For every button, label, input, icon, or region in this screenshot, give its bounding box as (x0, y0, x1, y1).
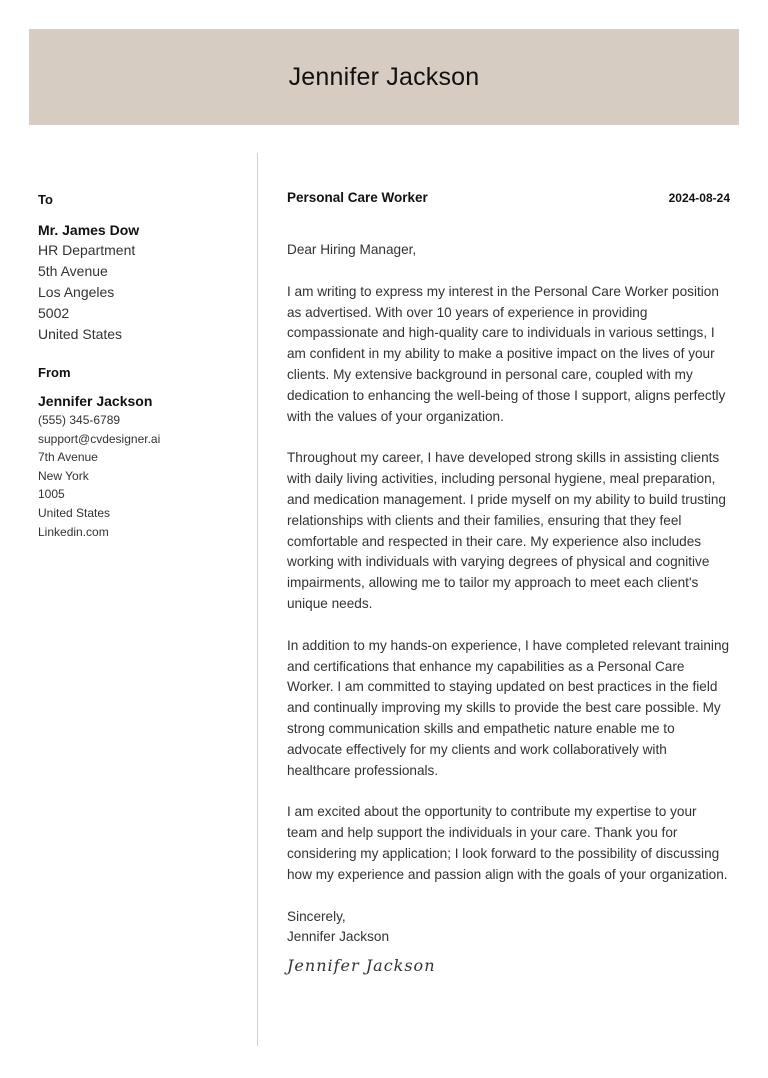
paragraph: I am writing to express my interest in the Personal Care Worker position as advertised. With over 10 years of experience in providing compassionate and high-quality care to individuals in various settings, I am confident in my ability to make a positive impact on the lives of your clients. My extensive background in personal care, coupled with my dedication to enhancing the well-being of those I support, aligns perfectly with the values of your organization. (287, 283, 726, 424)
letter-column (287, 190, 730, 975)
recipient-label: To (38, 192, 53, 207)
sender-block (38, 363, 243, 541)
sender-line: United States (38, 505, 111, 520)
recipient-name: Mr. James Dow (38, 222, 140, 238)
recipient-line: United States (38, 326, 123, 342)
sender-line: New York (38, 468, 89, 483)
recipient-block (38, 190, 243, 345)
letter-subject: Personal Care Worker (287, 190, 428, 205)
paragraph: In addition to my hands-on experience, I have completed relevant training and certifications that enhance my capabilities as a Personal Care Worker. I am committed to staying updated on best practices in the field and continually improving my skills to provide the best care possible. My strong communication skills and empathetic nature enable me to advocate effectively for my clients and work collaboratively with healthcare professionals. (287, 637, 730, 778)
recipient-line: 5th Avenue (38, 263, 108, 279)
column-divider (257, 153, 258, 1046)
header-banner (29, 29, 739, 125)
letter-date: 2024-08-24 (668, 191, 730, 205)
recipient-line: HR Department (38, 242, 136, 258)
closing: Sincerely, (287, 908, 346, 924)
sender-label: From (38, 365, 71, 380)
sender-linkedin: Linkedin.com (38, 524, 109, 539)
recipient-line: Los Angeles (38, 284, 115, 300)
applicant-name: Jennifer Jackson (288, 62, 480, 91)
sender-line: 7th Avenue (38, 450, 98, 465)
sender-line: 1005 (38, 487, 65, 502)
sender-email: support@cvdesigner.ai (38, 431, 161, 446)
letter-header-row (287, 190, 730, 212)
greeting: Dear Hiring Manager, (287, 242, 417, 257)
sender-name: Jennifer Jackson (38, 393, 153, 409)
paragraph: Throughout my career, I have developed strong skills in assisting clients with daily living activities, including personal hygiene, meal preparation, and medication management. I pride myself on my ability to build trusting relationships with clients and their families, ensuring that they feel comfortable and respected in their care. My experience also includes working with individuals with varying degrees of physical and cognitive impairments, allowing me to tailor my approach to meet each client's unique needs. (287, 450, 726, 611)
sender-phone: (555) 345-6789 (38, 413, 121, 427)
handwritten-signature: Jennifer Jackson (287, 956, 436, 976)
contact-column (38, 190, 243, 541)
paragraph: I am excited about the opportunity to contribute my expertise to your team and help support the individuals in your care. Thank you for considering my application; I look forward to the possibility of discussing how my experience and passion align with the goals of your organization. (287, 804, 728, 882)
recipient-line: 5002 (38, 305, 70, 321)
signoff-name: Jennifer Jackson (287, 929, 390, 945)
